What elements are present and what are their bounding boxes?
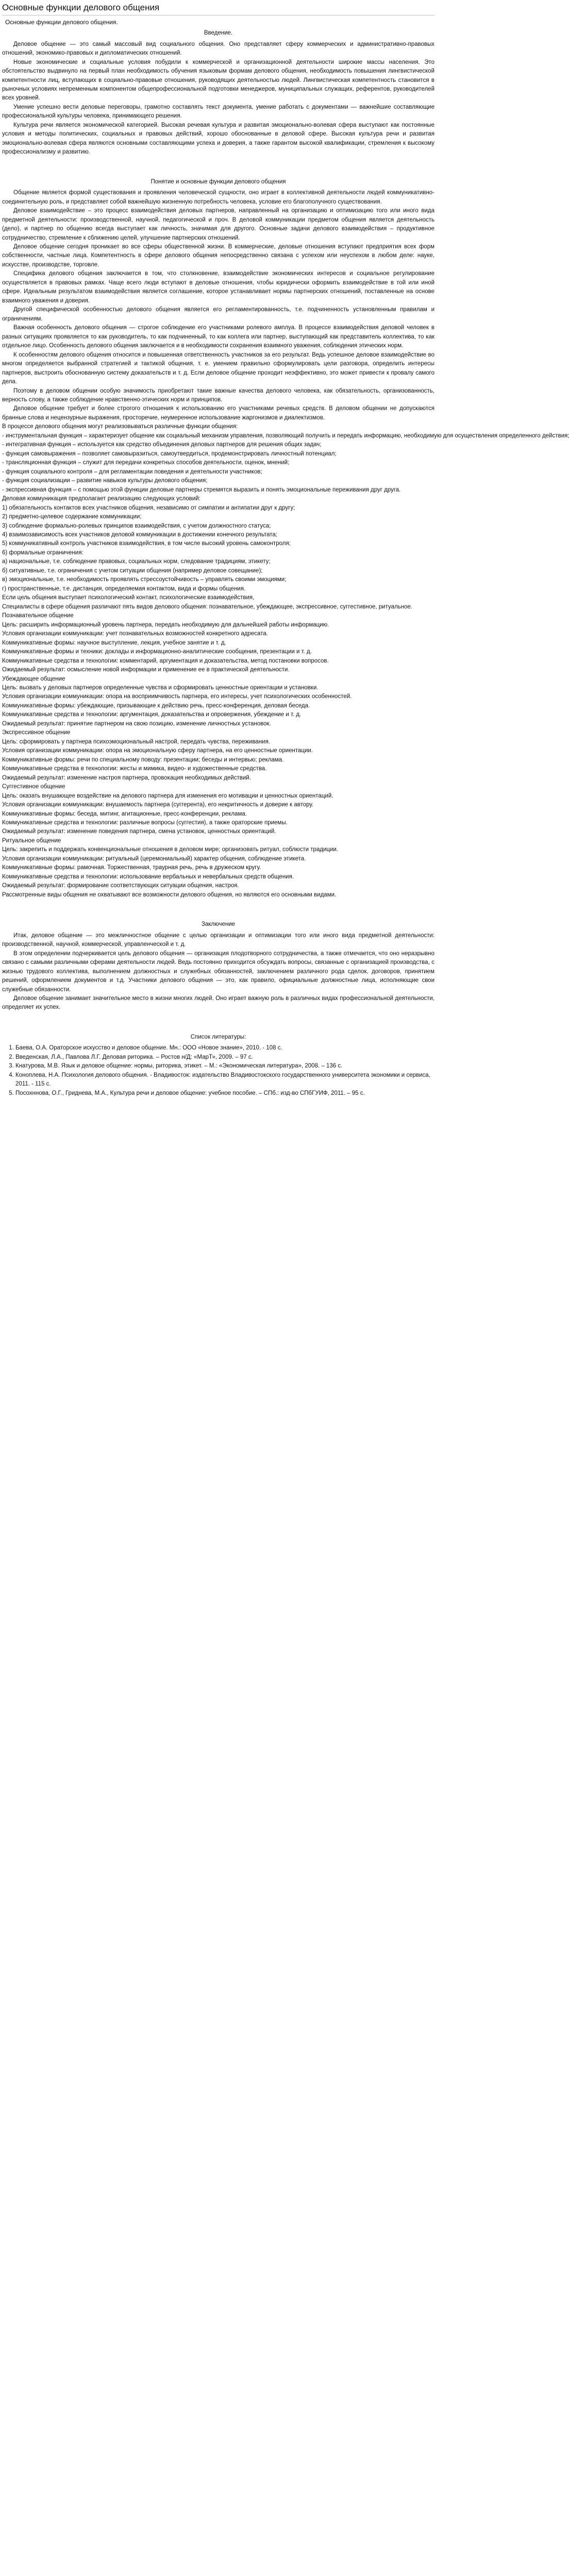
list-line: - функция самовыражения – позволяет самовыразиться, самоутвердиться, продемонстрировать личностный потенциал; xyxy=(2,450,337,457)
list-line: В процессе делового общения могут реализовываться различные функции общения: xyxy=(2,423,238,430)
list-line: Условия организации коммуникации: учет познавательных возможностей конкретного адресата. xyxy=(2,631,268,637)
conclusion-paragraph: В этом определении подчеркивается цель делового общения — организация плодотворного сотрудничества, а также отмечается, что оно неразрывно связано с самыми различными сферами деятельности людей. Ведь постоянно приходится обсуждать вопросы, связанные с организацией производства, с жизнью трудового коллектива, выполнением должностных и служебных обязанностей, заключением различного рода сделок, договоров, принятием решений, оформлением документов и т.д. Участники делового общения — это, как правило, официальные должностные лица, исполняющие свои служебные обязанности. xyxy=(2,950,434,993)
reference-item: 1. Баева, О.А. Ораторское искусство и деловое общение. Мн.: ООО «Новое знание», 2010. - 108 с. xyxy=(15,1044,434,1053)
list-line: Экспрессивное общение xyxy=(2,730,71,736)
list-line: Цель: расширить информационный уровень партнера, передать необходимую для дальнейшей работы информацию. xyxy=(2,621,329,628)
conclusion-heading: Заключение xyxy=(201,921,236,928)
list-line: 4) взаимозависимость всех участников деловой коммуникации в достижении конечного результата; xyxy=(2,532,277,538)
intro-heading: Введение. xyxy=(204,30,233,37)
list-line: Цель: закрепить и поддержать конвенциональные отношения в деловом мире; организовать ритуал, соблюсти традиции. xyxy=(2,846,339,853)
reference-item: 5. Посохннова, О.Г., Гриднева, М.А., Культура речи и деловое общение: учебное пособие. – СПб.: изд-во СПбГУИФ, 2011. – 95 с. xyxy=(15,1089,434,1098)
list-line: - инструментальная функция – характеризует общение как социальный механизм управления, позволяющий получить и передать информацию, необходимую для осуществления определенного действия; xyxy=(2,432,569,439)
list-line: Условия организации коммуникации: ритуальный (церемониальный) характер общения, соблюдение этикета. xyxy=(2,855,306,862)
main-paragraph: Общение является формой существования и проявления человеческой сущности, оно играет в коллективной деятельности людей коммуникативно-соединительную роль, и представляет собой важнейшую жизненную потребность человека, условие его благополучного существования. xyxy=(2,190,434,205)
list-line: Ожидаемый результат: изменение настроя партнера, провокация необходимых действий. xyxy=(2,774,251,781)
main-paragraph: Специфика делового общения заключается в том, что столкновение, взаимодействие экономических интересов и социальное регулирование осуществляется в правовых рамках. Чаще всего люди вступают в деловые отношения, чтобы юридически оформить взаимодействие в той или иной сфере. Идеальным результатом взаимодействия является соглашение, которое устанавливает нормы партнерских отношений, поставленные на основе взаимного уважения и доверия. xyxy=(2,270,434,304)
main-paragraph: Деловое общение сегодня проникает во все сферы общественной жизни. В коммерческие, деловые отношения вступают предприятия всех форм собственности, частные лица. Компетентность в сфере делового общения непосредственно связана с успехом или неуспехом в любом деле: науке, искусстве, производстве, торговле. xyxy=(2,244,434,268)
list-line: а) национальные, т.е. соблюдение правовых, социальных норм, следование традициям, этикету; xyxy=(2,558,271,565)
main-paragraph: Важная особенность делового общения — строгое соблюдение его участниками ролевого амплуа. В процессе взаимодействия деловой человек в разных ситуациях проявляется то как руководитель, то как подчиненный, то как коллега или партнер, выступающий как представитель коллектива, то как отдельное лицо. Особенность делового общения заключается и в необходимости сохранения взаимного уважения, соблюдения этических норм. xyxy=(2,325,434,349)
list-line: Ожидаемый результат: осмысление новой информации и применение ее в практической деятельности. xyxy=(2,667,290,673)
list-line: Коммуникативные формы: речи по специальному поводу: презентации; беседы и интервью; реклама. xyxy=(2,756,284,763)
functions-list xyxy=(2,422,569,900)
list-line: Коммуникативные формы и техники: доклады и информационно-аналитические сообщения, презентации и т. д. xyxy=(2,649,312,655)
list-line: Ритуальное общение xyxy=(2,837,61,844)
list-line: г) пространственные, т.е. дистанция, определяемая контактом, вида и формы общения. xyxy=(2,585,246,592)
references-heading: Список литературы: xyxy=(190,1033,246,1040)
list-line: Коммуникативные средства и технологии: комментарий, аргументация и доказательства, метод постановки вопросов. xyxy=(2,657,329,664)
reference-item: 2. Введенская, Л.А., Павлова Л.Г. Деловая риторика. – Ростов н/Д: «МарТ», 2009. – 97 с. xyxy=(15,1053,434,1062)
list-line: Коммуникативные средства и технологии: различные вопросы (суггестия), а также ораторские приемы. xyxy=(2,820,288,826)
list-line: Коммуникативные формы: убеждающие, призывающие к действию речь, пресс-конференция, деловая беседа. xyxy=(2,702,310,709)
list-line: - экспрессивная функция – с помощью этой функции деловые партнеры стремятся выразить и понять эмоциональные переживания друг друга. xyxy=(2,486,401,493)
list-line: 6) формальные ограничения: xyxy=(2,549,83,556)
list-line: Если цель общения выступает психологический контакт, психологические взаимодействия, xyxy=(2,595,255,601)
list-line: Условия организации коммуникации: опора на эмоциональную сферу партнера, на его ценностные ориентации. xyxy=(2,748,313,754)
list-line: Коммуникативные формы: беседа, митинг, агитационные, пресс-конференции, реклама. xyxy=(2,810,247,817)
intro-section xyxy=(2,40,434,157)
list-line: Коммуникативные средства и технологии: аргументация, доказательства и опровержения, убеждение и т. д. xyxy=(2,711,302,718)
features-paragraph: Деловое общение требует и более строгого отношения к использованию его участниками речевых средств. В деловом общении не допускаются бранные слова и нецензурные выражения, просторечие, неумеренное использование жаргонизмов и диалектизмов. xyxy=(2,405,434,421)
list-line: Суггестивное общение xyxy=(2,784,65,790)
list-line: Условия организации коммуникации: опора на восприимчивость партнера, его интересы, учет психологических особенностей. xyxy=(2,693,352,700)
list-line: Условия организации коммуникации: внушаемость партнера (суггерента), его некритичность и доверие к автору. xyxy=(2,802,314,808)
list-line: 1) обязательность контактов всех участников общения, независимо от симпатии и антипатии друг к другу; xyxy=(2,504,295,511)
list-line: Цель: сформировать у партнера психоэмоциональный настрой, передать чувства, переживания. xyxy=(2,738,271,745)
list-line: Деловая коммуникация предполагает реализацию следующих условий: xyxy=(2,496,200,502)
list-line: б) ситуативные, т.е. ограничения с учетом ситуации общения (например деловое совещание); xyxy=(2,567,263,574)
list-line: - функция социализации – развитие навыков культуры делового общения; xyxy=(2,478,208,484)
features-section xyxy=(2,351,434,423)
main-paragraph: Деловое взаимодействие – это процесс взаимодействия деловых партнеров, направленный на организацию и оптимизацию того или иного вида предметной деятельности: производственной, научной, педагогической и проч. В деловой коммуникации предметом общения является деятельность (дело), и партнер по общению всегда выступает как личность, значимая для другого. Основные задачи делового взаимодействия – продуктивное сотрудничество, стремление к сближению целей, улучшение партнерских отношений. xyxy=(2,208,434,241)
features-paragraph: К особенностям делового общения относится и повышенная ответственность участников за его результат. Ведь успешное деловое взаимодействие во многом определяется выбранной стратегией и тактикой общения, т. е. умением правильно сформулировать цели разговора, определить интересы партнеров, выстроить обоснованную систему доказательств и т. д. Если деловое общение проходит неэффективно, это может привести к провалу самого дела. xyxy=(2,351,434,385)
references-list xyxy=(2,1044,434,1098)
intro-paragraph: Деловое общение — это самый массовый вид социального общения. Оно представляет сферу коммерческих и административно-правовых отношений, экономико-правовых и дипломатических отношений. xyxy=(2,41,434,57)
list-line: Коммуникативные средства и технологии: использование вербальных и невербальных средств общения. xyxy=(2,873,294,880)
document-title: Основные функции делового общения xyxy=(2,2,434,15)
list-line: Коммуникативные формы: научное выступление, лекция, учебное занятие и т. д. xyxy=(2,639,226,646)
intro-paragraph: Культура речи является экономической категорией. Высокая речевая культура и развитая эмоционально-волевая сфера выступают как постоянные условия и методы политических, социальных и правовых действий, хорошо обоснованные в деловой сфере. Высокая культура речи и развитая эмоционально-волевая сфера являются основными составляющими успеха и доверия, а также гарантом высокой квалификации, стремления к высокому профессионализму и развитию. xyxy=(2,122,434,156)
list-line: Специалисты в сфере общения различают пять видов делового общения: познавательное, убеждающее, экспрессивное, суггестивное, ритуальное. xyxy=(2,603,413,610)
list-line: Цель: оказать внушающее воздействие на делового партнера для изменения его мотивации и ценностных ориентаций. xyxy=(2,792,333,799)
main-section xyxy=(2,189,434,350)
conclusion-paragraph: Итак, деловое общение — это межличностное общение с целью организации и оптимизации того или иного вида предметной деятельности: производственной, научной, коммерческой, управленческой и т. д. xyxy=(2,932,434,948)
list-line: Коммуникативные средства в технологии: жесты и мимика, видео- и художественные средства. xyxy=(2,766,267,772)
list-line: Убеждающее общение xyxy=(2,675,65,682)
list-line: в) эмоциональные, т.е. необходимость проявлять стрессоустойчивость – управлять своими эмоциями; xyxy=(2,577,287,583)
list-line: - функция социального контроля – для регламентации поведения и деятельности участников; xyxy=(2,468,262,475)
features-paragraph: Поэтому в деловом общении особую значимость приобретают такие важные качества делового человека, как обязательность, организованность, верность слову, а также соблюдение нравственно-этических норм и принципов. xyxy=(2,387,434,403)
intro-paragraph: Умение успешно вести деловые переговоры, грамотно составлять текст документа, умение работать с документами — важнейшие составляющие профессиональной культуры человека, принимающего решения. xyxy=(2,104,434,120)
document-subtitle: Основные функции делового общения. xyxy=(5,18,118,26)
list-line: Рассмотренные виды общения не охватывают все возможности делового общения, но являются его основными видами. xyxy=(2,891,337,898)
conclusion-paragraph: Деловое общение занимает значительное место в жизни многих людей. Оно играет важную роль в различных видах профессиональной деятельности, определяет их успех. xyxy=(2,995,434,1011)
main-paragraph: Другой специфической особенностью делового общения является его регламентированность, т.е. подчиненность установленным правилам и ограничениям. xyxy=(2,307,434,322)
document xyxy=(0,2,569,1118)
list-line: - трансляционная функция – служит для передачи конкретных способов деятельности, оценок, мнений; xyxy=(2,460,290,466)
list-line: 5) коммуникативный контроль участников взаимодействия, в том числе высокий уровень самоконтроля; xyxy=(2,540,291,547)
reference-item: 3. Кнатурова, М.В. Язык и деловое общение: нормы, риторика, этикет. – М.: «Экономическая литература», 2008. – 136 с. xyxy=(15,1062,434,1071)
list-line: Цель: вызвать у деловых партнеров определенные чувства и сформировать ценностные ориентации и установки. xyxy=(2,684,319,691)
list-line: Познавательное общение xyxy=(2,613,74,619)
list-line: - интегративная функция – используется как средство объединения деловых партнеров для решения общих задач; xyxy=(2,442,322,448)
reference-item: 4. Коноплева, Н.А. Психология делового общения. - Владивосток: издательство Владивостокского государственного университета экономики и сервиса, 2011. - 115 с. xyxy=(15,1071,434,1089)
list-line: Ожидаемый результат: формирование соответствующих ситуации общения, настроя. xyxy=(2,883,239,889)
intro-paragraph: Новые экономические и социальные условия побудили к коммерческой и организационной деятельности широкие массы населения. Это обстоятельство выдвинуло на первый план необходимость обучения языковым формам делового общения, необходимость повышения лингвистической компетентности лиц, вступающих в социально-правовые отношения, руководящих деятельностью людей. Лингвистическая компетентность становится в рыночных условиях непременным компонентом общепрофессиональной подготовки менеджеров, муниципальных служащих, референтов, руководителей всех уровней. xyxy=(2,59,434,101)
main-heading: Понятие и основные функции делового общения xyxy=(150,178,286,185)
list-line: Ожидаемый результат: принятие партнером на свою позицию, изменение личностных установок. xyxy=(2,720,271,727)
conclusion-section xyxy=(2,931,434,1012)
list-line: 2) предметно-целевое содержание коммуникации; xyxy=(2,514,142,520)
list-line: Коммуникативные формы: рамочная. Торжественная, траурная речь, речь в дружеском кругу. xyxy=(2,865,261,871)
list-line: 3) соблюдение формально-ролевых принципов взаимодействия, с учетом должностного статуса; xyxy=(2,522,271,529)
list-line: Ожидаемый результат: изменение поведения партнера, смена установок, ценностных ориентаций. xyxy=(2,828,276,835)
